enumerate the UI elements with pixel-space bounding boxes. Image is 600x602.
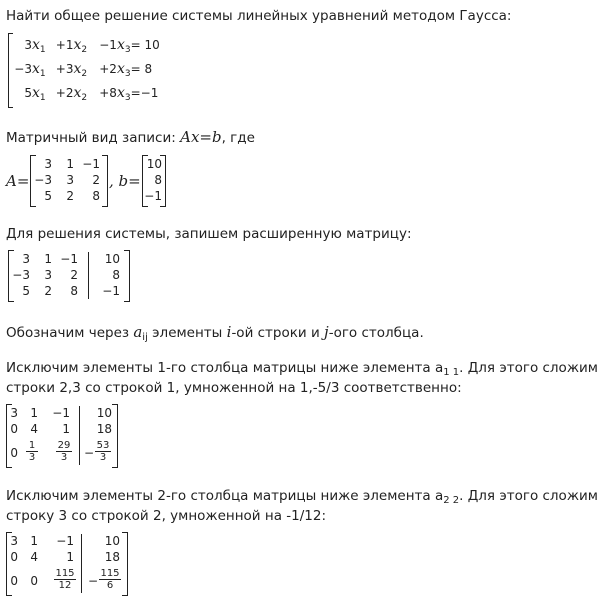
problem-statement: Найти общее решение системы линейных уравнений методом Гаусса: bbox=[6, 8, 512, 24]
matrix-cell: 3 bbox=[22, 252, 30, 266]
matrix-cell: 3 bbox=[44, 157, 52, 171]
right-bracket bbox=[102, 155, 108, 207]
fraction: $\frac{115}{6}$ bbox=[100, 568, 120, 591]
vector-b-label: , b= bbox=[109, 172, 141, 190]
matrix-cell: −1 bbox=[52, 406, 70, 420]
matrix-cell: 0 bbox=[10, 422, 18, 436]
step2-text-line1: Исключим элементы 2-го столбца матрицы ниже элемента $а_{2 2}$. Для этого сложим bbox=[6, 488, 598, 506]
fraction: $\frac{53}{3}$ bbox=[96, 440, 110, 463]
matrix-cell: 1 bbox=[44, 252, 52, 266]
right-bracket bbox=[124, 250, 130, 302]
matrix-cell: 4 bbox=[30, 550, 38, 564]
augment-divider bbox=[81, 534, 82, 593]
matrix-cell: 1 bbox=[30, 406, 38, 420]
matrix-cell: 10 bbox=[96, 406, 112, 420]
matrix-cell: 10 bbox=[104, 252, 120, 266]
step2-matrix bbox=[6, 532, 128, 596]
matrix-cell: 5 bbox=[22, 284, 30, 298]
matrix-cell: 3 bbox=[10, 406, 18, 420]
vector-b bbox=[142, 155, 166, 207]
matrix-cell: −1 bbox=[144, 189, 162, 203]
matrix-cell: 0 bbox=[10, 574, 18, 588]
matrix-cell: 3 bbox=[66, 173, 74, 187]
right-bracket bbox=[112, 404, 118, 468]
matrix-cell: −1 bbox=[60, 252, 78, 266]
matrix-cell: 18 bbox=[104, 550, 120, 564]
augment-divider bbox=[79, 406, 80, 465]
matrix-cell: 2 bbox=[66, 189, 74, 203]
matrix-cell: 18 bbox=[96, 422, 112, 436]
minus-sign: − bbox=[88, 574, 99, 588]
matrix-cell: 8 bbox=[112, 268, 120, 282]
matrix-a-label: A= bbox=[6, 172, 30, 190]
step1-text-line1: Исключим элементы 1-го столбца матрицы ниже элемента $а_{1 1}$. Для этого сложим bbox=[6, 360, 598, 378]
matrix-cell: 2 bbox=[44, 284, 52, 298]
step1-matrix bbox=[6, 404, 118, 468]
matrix-cell: −3 bbox=[12, 268, 30, 282]
matrix-cell: 1 bbox=[66, 550, 74, 564]
augmented-intro: Для решения системы, запишем расширенную матрицу: bbox=[6, 226, 412, 242]
augment-divider bbox=[88, 252, 89, 299]
equation-row: $5x_1 +2x_2 +8x_3=-1$ bbox=[24, 85, 159, 103]
matrix-cell: 0 bbox=[10, 550, 18, 564]
matrix-form-text: Матричный вид записи: Ax=b, где bbox=[6, 128, 255, 146]
matrix-cell: −3 bbox=[34, 173, 52, 187]
fraction: $\frac{115}{12}$ bbox=[55, 568, 75, 591]
matrix-cell: 10 bbox=[104, 534, 120, 548]
matrix-cell: −1 bbox=[56, 534, 74, 548]
augmented-matrix bbox=[8, 250, 130, 302]
step2-text-line2: строку 3 со строкой 2, умноженной на -1/12: bbox=[6, 508, 326, 524]
matrix-a bbox=[30, 155, 108, 207]
step1-text-line2: строки 2,3 со строкой 1, умноженной на 1,-5/3 соответственно: bbox=[6, 380, 462, 396]
matrix-cell: 4 bbox=[30, 422, 38, 436]
matrix-cell: 0 bbox=[10, 446, 18, 460]
matrix-cell: 3 bbox=[10, 534, 18, 548]
minus-sign: − bbox=[84, 446, 95, 460]
matrix-cell: −1 bbox=[102, 284, 120, 298]
matrix-cell: 1 bbox=[62, 422, 70, 436]
matrix-cell: 3 bbox=[44, 268, 52, 282]
equation-system bbox=[8, 33, 180, 108]
fraction: $\frac{29}{3}$ bbox=[57, 440, 71, 463]
matrix-cell: 8 bbox=[70, 284, 78, 298]
matrix-cell: 8 bbox=[92, 189, 100, 203]
equation-row: $-3x_1 +3x_2 +2x_3= 8$ bbox=[14, 61, 153, 79]
matrix-cell: 1 bbox=[30, 534, 38, 548]
matrix-cell: 2 bbox=[70, 268, 78, 282]
matrix-cell: 0 bbox=[30, 574, 38, 588]
matrix-cell: 10 bbox=[146, 157, 162, 171]
notation-text: Обозначим через $a_{ij}$ элементы i-ой строки и j-ого столбца. bbox=[6, 323, 424, 343]
matrix-cell: 2 bbox=[92, 173, 100, 187]
matrix-cell: 1 bbox=[66, 157, 74, 171]
matrix-cell: −1 bbox=[82, 157, 100, 171]
matrix-cell: 5 bbox=[44, 189, 52, 203]
matrix-cell: 8 bbox=[154, 173, 162, 187]
fraction: $\frac{1}{3}$ bbox=[26, 440, 38, 463]
equation-row: $3x_1 +1x_2 -1x_3= 10$ bbox=[24, 37, 160, 55]
right-bracket bbox=[122, 532, 128, 596]
